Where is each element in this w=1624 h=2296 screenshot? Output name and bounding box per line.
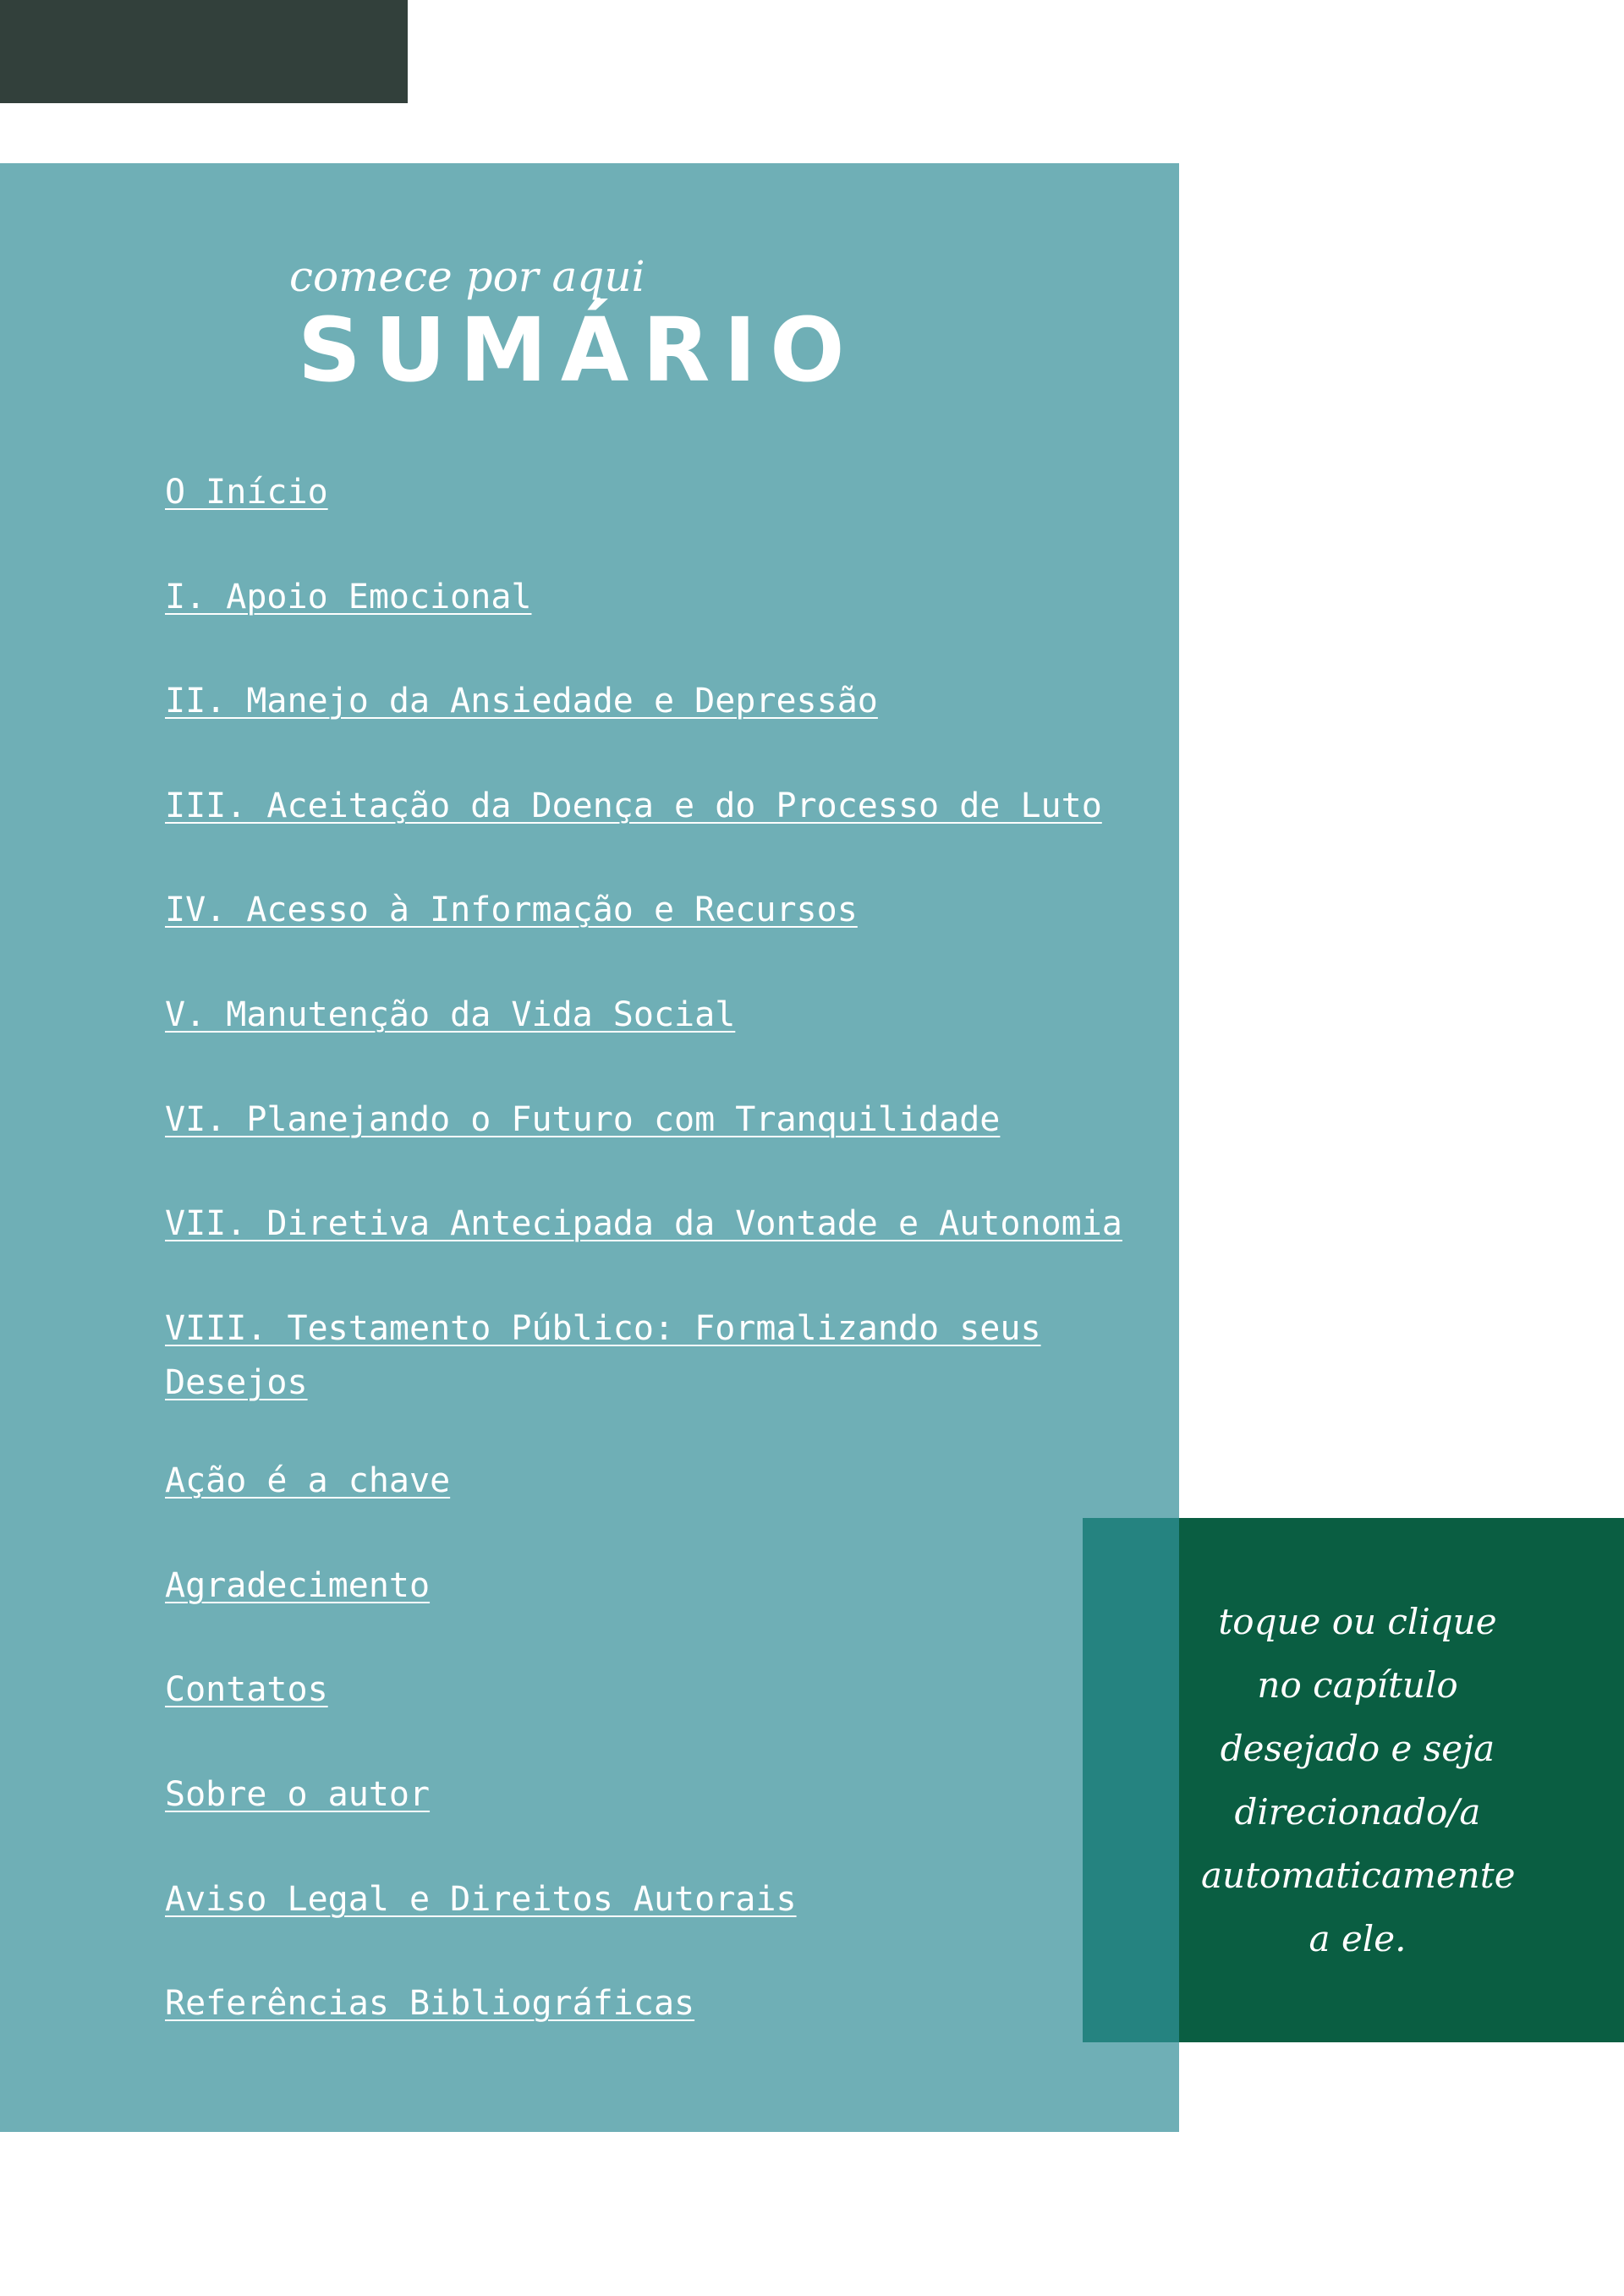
toc-link-agradecimento[interactable]: Agradecimento (165, 1566, 431, 1605)
top-decorative-bar (0, 0, 408, 103)
page-title: SUMÁRIO (298, 299, 859, 402)
toc-link-sobre-autor[interactable]: Sobre o autor (165, 1775, 431, 1814)
toc-link-acao-chave[interactable]: Ação é a chave (165, 1461, 451, 1500)
toc-subtitle: comece por aqui (289, 252, 645, 301)
toc-link-aceitacao-luto[interactable]: III. Aceitação da Doença e do Processo de Luto (165, 786, 1102, 825)
toc-link-informacao-recursos[interactable]: IV. Acesso à Informação e Recursos (165, 890, 858, 929)
toc-link-aviso-legal[interactable]: Aviso Legal e Direitos Autorais (165, 1880, 797, 1919)
toc-link-referencias[interactable]: Referências Bibliográficas (165, 1984, 695, 2023)
toc-panel (0, 163, 1179, 2132)
toc-link-diretiva-antecipada[interactable]: VII. Diretiva Antecipada da Vontade e Autonomia (165, 1204, 1122, 1243)
toc-link-testamento-publico[interactable]: VIII. Testamento Público: Formalizando seus Desejos (165, 1309, 1041, 1402)
hint-text: toque ou clique no capítulo desejado e seja direcionado/a automaticamente a ele. (1201, 1601, 1516, 1959)
hint-accent-block (1083, 1518, 1179, 2042)
toc-link-ansiedade-depressao[interactable]: II. Manejo da Ansiedade e Depressão (165, 682, 878, 721)
toc-link-apoio-emocional[interactable]: I. Apoio Emocional (165, 578, 532, 616)
toc-link-inicio[interactable]: O Início (165, 473, 328, 512)
toc-link-contatos[interactable]: Contatos (165, 1670, 328, 1709)
toc-link-vida-social[interactable]: V. Manutenção da Vida Social (165, 995, 736, 1034)
toc-link-planejando-futuro[interactable]: VI. Planejando o Futuro com Tranquilidade (165, 1100, 1001, 1139)
